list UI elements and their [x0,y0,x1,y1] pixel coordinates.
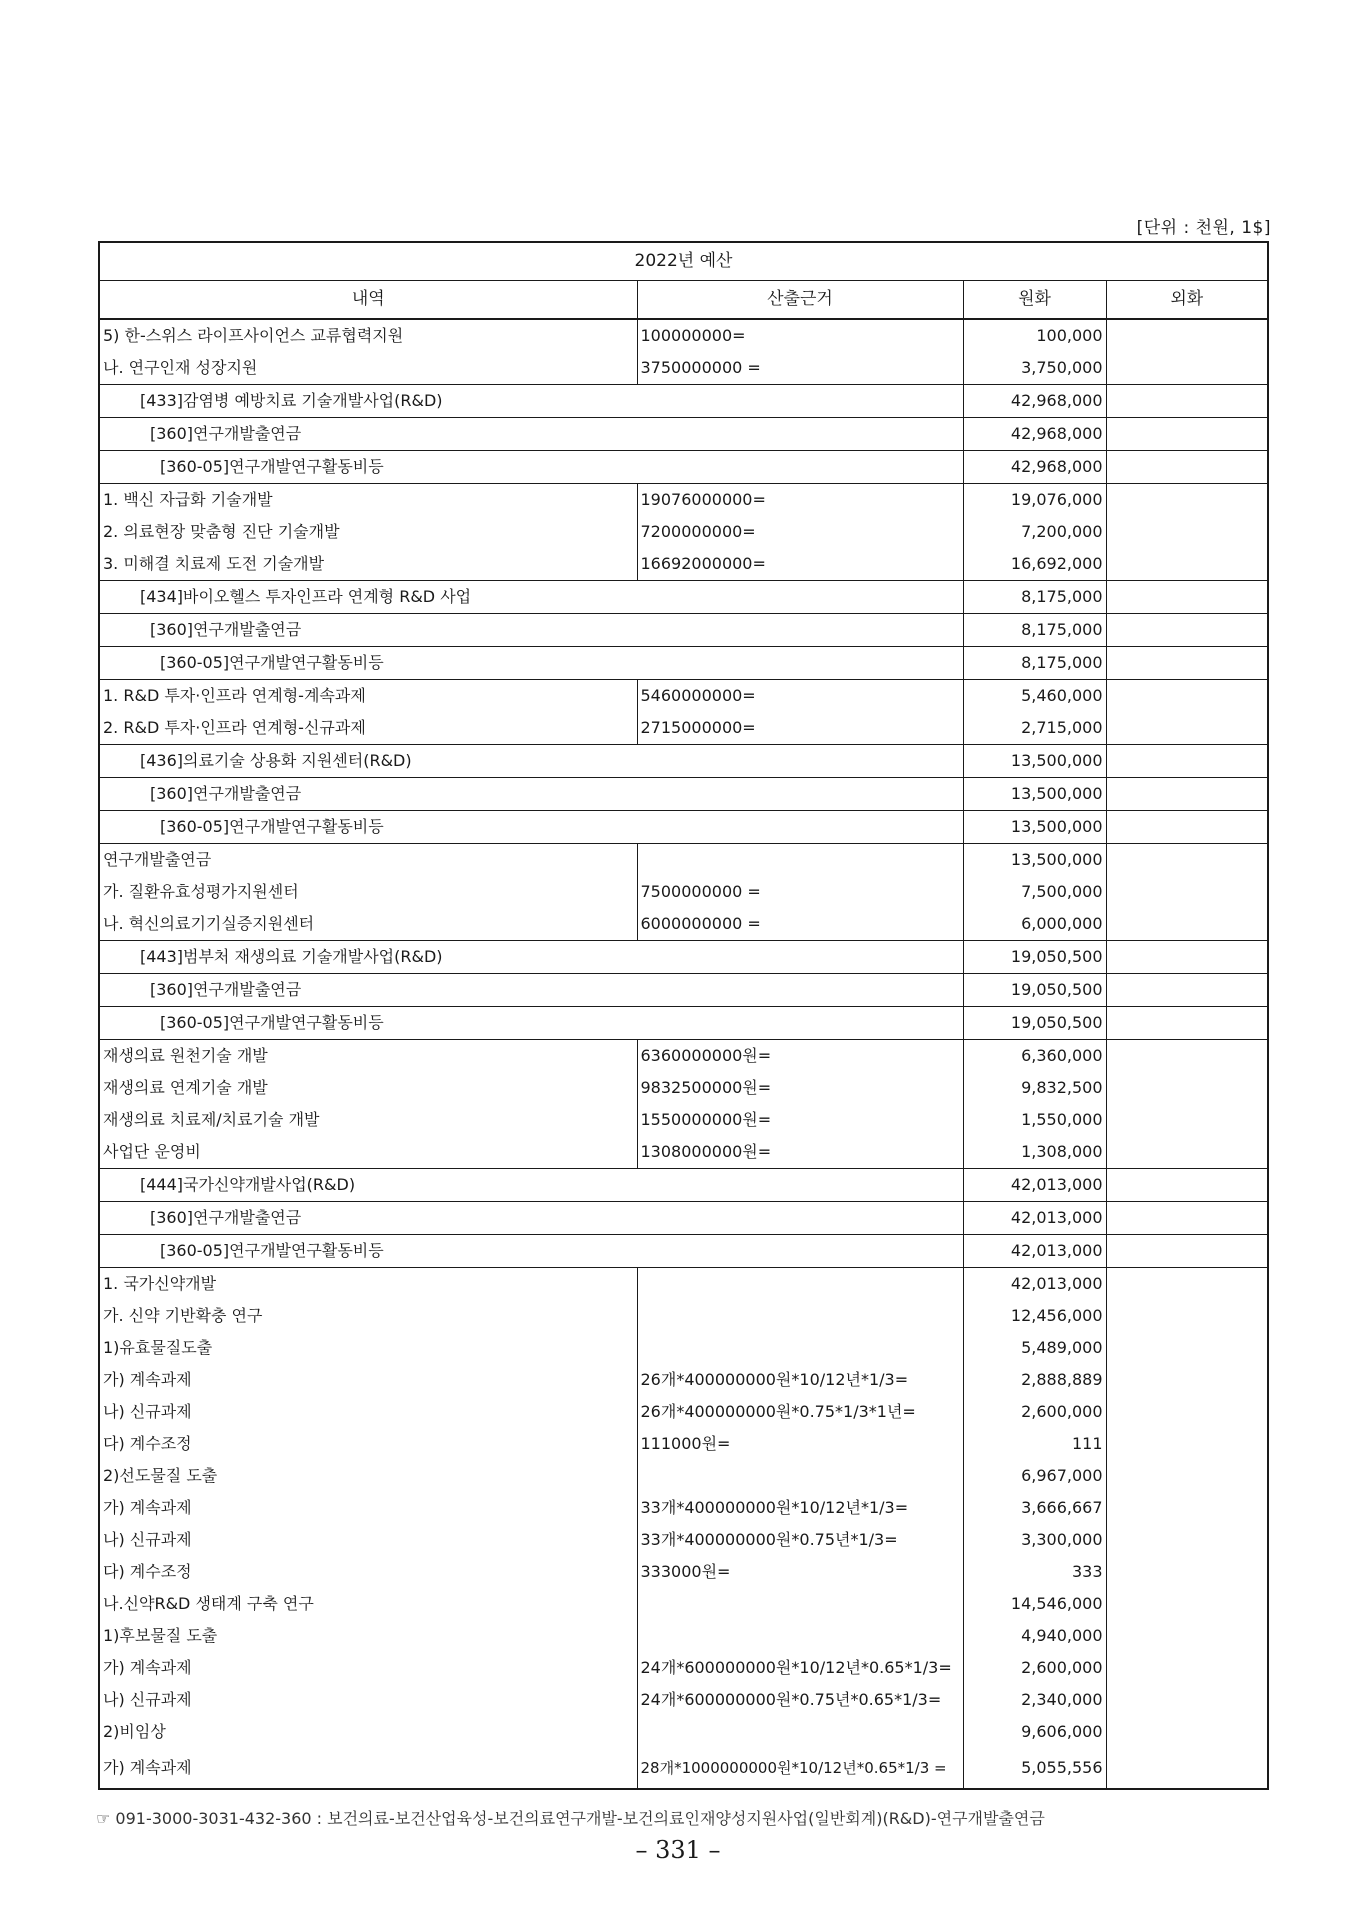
row-foreign [1106,908,1268,941]
table-row [99,1588,1268,1620]
table-row [99,1748,1268,1789]
table-row [99,418,1268,451]
row-item: 재생의료 치료제/치료기술 개발 [99,1104,637,1136]
row-won: 7,500,000 [963,876,1106,908]
table-row [99,778,1268,811]
row-won: 5,489,000 [963,1332,1106,1364]
table-row [99,1556,1268,1588]
row-basis: 111000원= [637,1428,963,1460]
table-row [99,680,1268,713]
row-foreign [1106,1684,1268,1716]
row-foreign [1106,1748,1268,1789]
row-item: 가) 계속과제 [99,1492,637,1524]
header-won: 원화 [963,281,1106,320]
row-foreign [1106,352,1268,385]
table-row [99,1460,1268,1492]
row-item: 나) 신규과제 [99,1684,637,1716]
row-item: [360-05]연구개발연구활동비등 [99,1235,963,1268]
table-row [99,1268,1268,1301]
row-item: 다) 계수조정 [99,1556,637,1588]
header-foreign: 외화 [1106,281,1268,320]
row-foreign [1106,319,1268,352]
row-won: 5,460,000 [963,680,1106,713]
row-basis: 33개*400000000원*10/12년*1/3= [637,1492,963,1524]
row-foreign [1106,1007,1268,1040]
row-foreign [1106,548,1268,581]
row-item: [360]연구개발출연금 [99,418,963,451]
row-item: 가) 계속과제 [99,1748,637,1789]
row-item: [436]의료기술 상용화 지원센터(R&D) [99,745,963,778]
row-item: 다) 계수조정 [99,1428,637,1460]
table-row [99,1300,1268,1332]
row-item: [360-05]연구개발연구활동비등 [99,647,963,680]
row-won: 19,050,500 [963,974,1106,1007]
row-foreign [1106,1136,1268,1169]
table-row [99,1716,1268,1748]
row-foreign [1106,1364,1268,1396]
row-item: 1. R&D 투자·인프라 연계형-계속과제 [99,680,637,713]
table-row [99,581,1268,614]
row-basis: 333000원= [637,1556,963,1588]
row-foreign [1106,1300,1268,1332]
table-row [99,908,1268,941]
row-basis: 24개*600000000원*10/12년*0.65*1/3= [637,1652,963,1684]
row-foreign [1106,811,1268,844]
row-item: 가) 계속과제 [99,1364,637,1396]
row-won: 7,200,000 [963,516,1106,548]
table-row [99,876,1268,908]
row-item: [360]연구개발출연금 [99,974,963,1007]
row-won: 3,750,000 [963,352,1106,385]
row-item: 2)비임상 [99,1716,637,1748]
row-item: 2. 의료현장 맞춤형 진단 기술개발 [99,516,637,548]
row-item: 5) 한-스위스 라이프사이언스 교류협력지원 [99,319,637,352]
row-won: 6,360,000 [963,1040,1106,1073]
row-item: 연구개발출연금 [99,844,637,877]
row-item: [434]바이오헬스 투자인프라 연계형 R&D 사업 [99,581,963,614]
row-basis: 3750000000 = [637,352,963,385]
row-foreign [1106,1104,1268,1136]
row-basis [637,1620,963,1652]
row-won: 19,050,500 [963,1007,1106,1040]
row-item: [360-05]연구개발연구활동비등 [99,811,963,844]
row-foreign [1106,385,1268,418]
row-foreign [1106,1040,1268,1073]
row-basis: 1308000000원= [637,1136,963,1169]
row-won: 42,013,000 [963,1268,1106,1301]
budget-table [98,241,1269,1790]
row-foreign [1106,1396,1268,1428]
row-foreign [1106,581,1268,614]
row-basis: 6000000000 = [637,908,963,941]
row-basis [637,1332,963,1364]
row-foreign [1106,1588,1268,1620]
row-won: 42,013,000 [963,1202,1106,1235]
table-row [99,974,1268,1007]
row-item: [360-05]연구개발연구활동비등 [99,451,963,484]
row-won: 42,968,000 [963,418,1106,451]
table-title: 2022년 예산 [99,242,1268,281]
header-basis: 산출근거 [637,281,963,320]
row-won: 3,300,000 [963,1524,1106,1556]
row-basis: 24개*600000000원*0.75년*0.65*1/3= [637,1684,963,1716]
row-won: 9,832,500 [963,1072,1106,1104]
row-basis [637,1716,963,1748]
row-foreign [1106,1524,1268,1556]
table-row [99,1524,1268,1556]
table-row [99,712,1268,745]
row-won: 100,000 [963,319,1106,352]
row-won: 19,076,000 [963,484,1106,517]
table-row [99,1652,1268,1684]
table-row [99,352,1268,385]
row-basis: 28개*1000000000원*10/12년*0.65*1/3 = [637,1748,963,1789]
row-basis [637,1460,963,1492]
table-row [99,941,1268,974]
table-row [99,1428,1268,1460]
row-item: [444]국가신약개발사업(R&D) [99,1169,963,1202]
table-row [99,811,1268,844]
header-item: 내역 [99,281,637,320]
row-item: 재생의료 연계기술 개발 [99,1072,637,1104]
row-item: [360-05]연구개발연구활동비등 [99,1007,963,1040]
row-foreign [1106,516,1268,548]
row-basis: 6360000000원= [637,1040,963,1073]
table-row [99,1684,1268,1716]
row-item: 1. 국가신약개발 [99,1268,637,1301]
row-item: 나.신약R&D 생태계 구축 연구 [99,1588,637,1620]
table-row [99,844,1268,877]
row-item: 2)선도물질 도출 [99,1460,637,1492]
row-item: 가. 신약 기반확충 연구 [99,1300,637,1332]
unit-label: [단위 : 천원, 1$] [1136,218,1271,238]
row-item: 1. 백신 자급화 기술개발 [99,484,637,517]
row-basis: 2715000000= [637,712,963,745]
row-basis [637,1300,963,1332]
table-row [99,385,1268,418]
row-won: 8,175,000 [963,614,1106,647]
row-foreign [1106,1492,1268,1524]
row-item: [360]연구개발출연금 [99,1202,963,1235]
row-foreign [1106,1652,1268,1684]
row-won: 13,500,000 [963,745,1106,778]
row-won: 19,050,500 [963,941,1106,974]
row-won: 42,013,000 [963,1235,1106,1268]
row-foreign [1106,451,1268,484]
page-number: – 331 – [635,1836,721,1864]
row-foreign [1106,1620,1268,1652]
table-row [99,1202,1268,1235]
row-won: 8,175,000 [963,581,1106,614]
row-won: 2,715,000 [963,712,1106,745]
row-item: 가. 질환유효성평가지원센터 [99,876,637,908]
table-body [99,319,1268,1789]
row-foreign [1106,1202,1268,1235]
row-basis: 9832500000원= [637,1072,963,1104]
table-row [99,614,1268,647]
row-item: 나. 혁신의료기기실증지원센터 [99,908,637,941]
table-row [99,1492,1268,1524]
row-won: 14,546,000 [963,1588,1106,1620]
row-won: 6,000,000 [963,908,1106,941]
table-row [99,1396,1268,1428]
row-won: 12,456,000 [963,1300,1106,1332]
row-foreign [1106,941,1268,974]
row-basis [637,844,963,877]
row-won: 6,967,000 [963,1460,1106,1492]
table-row [99,745,1268,778]
table-row [99,1620,1268,1652]
row-item: [433]감염병 예방치료 기술개발사업(R&D) [99,385,963,418]
row-item: 나) 신규과제 [99,1396,637,1428]
row-won: 111 [963,1428,1106,1460]
row-won: 42,968,000 [963,385,1106,418]
row-basis: 7500000000 = [637,876,963,908]
table-row [99,1169,1268,1202]
row-won: 333 [963,1556,1106,1588]
row-basis: 26개*400000000원*0.75*1/3*1년= [637,1396,963,1428]
table-row [99,516,1268,548]
row-item: [360]연구개발출연금 [99,614,963,647]
table-row [99,1235,1268,1268]
row-foreign [1106,614,1268,647]
row-foreign [1106,1460,1268,1492]
row-foreign [1106,1235,1268,1268]
row-won: 13,500,000 [963,844,1106,877]
row-won: 1,550,000 [963,1104,1106,1136]
row-won: 8,175,000 [963,647,1106,680]
row-item: [360]연구개발출연금 [99,778,963,811]
row-item: [443]범부처 재생의료 기술개발사업(R&D) [99,941,963,974]
row-item: 1)유효물질도출 [99,1332,637,1364]
row-won: 13,500,000 [963,811,1106,844]
row-basis: 5460000000= [637,680,963,713]
row-basis: 7200000000= [637,516,963,548]
row-foreign [1106,1169,1268,1202]
row-item: 1)후보물질 도출 [99,1620,637,1652]
row-won: 1,308,000 [963,1136,1106,1169]
row-basis: 1550000000원= [637,1104,963,1136]
row-won: 5,055,556 [963,1748,1106,1789]
row-foreign [1106,1332,1268,1364]
row-item: 나) 신규과제 [99,1524,637,1556]
row-item: 나. 연구인재 성장지원 [99,352,637,385]
row-foreign [1106,876,1268,908]
table-row [99,484,1268,517]
table-row [99,1104,1268,1136]
row-foreign [1106,974,1268,1007]
row-basis: 16692000000= [637,548,963,581]
table-row [99,1007,1268,1040]
row-foreign [1106,745,1268,778]
table-row [99,548,1268,581]
row-foreign [1106,712,1268,745]
row-won: 3,666,667 [963,1492,1106,1524]
row-item: 재생의료 원천기술 개발 [99,1040,637,1073]
row-basis [637,1588,963,1620]
row-foreign [1106,1268,1268,1301]
table-row [99,647,1268,680]
table-row [99,319,1268,352]
row-foreign [1106,778,1268,811]
row-won: 2,888,889 [963,1364,1106,1396]
row-basis: 26개*400000000원*10/12년*1/3= [637,1364,963,1396]
row-basis: 100000000= [637,319,963,352]
row-won: 42,013,000 [963,1169,1106,1202]
row-foreign [1106,680,1268,713]
account-code-footnote: ☞ 091-3000-3031-432-360 : 보건의료-보건산업육성-보건의료연구개발-보건의료인재양성지원사업(일반회계)(R&D)-연구개발출연금 [96,1809,1045,1828]
table-row [99,1364,1268,1396]
row-item: 사업단 운영비 [99,1136,637,1169]
row-won: 16,692,000 [963,548,1106,581]
row-foreign [1106,418,1268,451]
row-foreign [1106,1556,1268,1588]
table-row [99,1332,1268,1364]
row-foreign [1106,1716,1268,1748]
row-foreign [1106,1072,1268,1104]
row-item: 가) 계속과제 [99,1652,637,1684]
row-won: 2,600,000 [963,1652,1106,1684]
row-won: 9,606,000 [963,1716,1106,1748]
row-basis: 33개*400000000원*0.75년*1/3= [637,1524,963,1556]
row-foreign [1106,844,1268,877]
row-won: 2,340,000 [963,1684,1106,1716]
row-won: 42,968,000 [963,451,1106,484]
table-row [99,1072,1268,1104]
table-row [99,451,1268,484]
row-foreign [1106,484,1268,517]
row-won: 2,600,000 [963,1396,1106,1428]
table-row [99,1040,1268,1073]
row-won: 13,500,000 [963,778,1106,811]
table-row [99,1136,1268,1169]
row-basis: 19076000000= [637,484,963,517]
row-item: 2. R&D 투자·인프라 연계형-신규과제 [99,712,637,745]
row-item: 3. 미해결 치료제 도전 기술개발 [99,548,637,581]
row-basis [637,1268,963,1301]
row-foreign [1106,647,1268,680]
row-foreign [1106,1428,1268,1460]
row-won: 4,940,000 [963,1620,1106,1652]
